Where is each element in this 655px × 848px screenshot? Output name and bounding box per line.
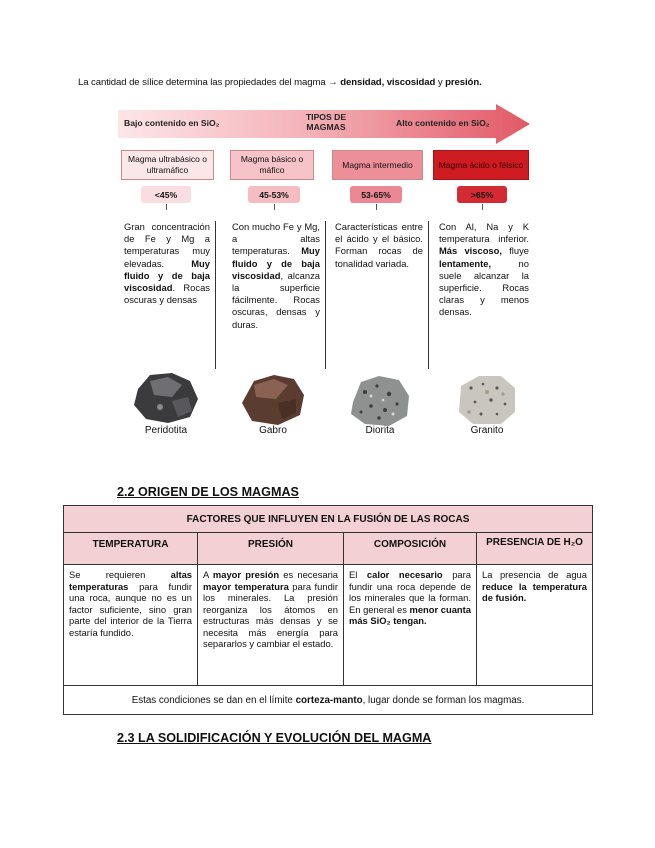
silica-pct-ultrabasic: <45% <box>141 186 191 203</box>
silica-pct-intermediate: 53-65% <box>350 186 402 203</box>
rock-caption-peridotita: Peridotita <box>144 425 188 436</box>
rock-caption-diorita: Diorita <box>365 425 395 436</box>
magma-type-acid: Magma ácido o félsico <box>433 150 529 180</box>
cell-composicion: El calor necesario para fundir una roca depende de los minerales que la forman. En general es menor cuanta más SiO₂ tengan. <box>344 565 477 686</box>
cell-presion: A mayor presión es necesaria mayor temperatura para fundir los minerales. La presión reorganiza los átomos en estructuras más densas y se necesita más energía para separarlos y cambiar el estado. <box>198 565 344 686</box>
table-title: FACTORES QUE INFLUYEN EN LA FUSIÓN DE LAS ROCAS <box>64 506 593 533</box>
cell-temperatura: Se requieren altas temperaturas para fundir una roca, aunque no es un factor suficiente, sino gran parte del interior de la Tierra estaría fundido. <box>64 565 198 686</box>
magma-type-intermediate: Magma intermedio <box>332 150 423 180</box>
arrow-label-center: TIPOS DE MAGMAS <box>305 112 347 132</box>
desc-basic: Con mucho Fe y Mg, a altas temperaturas. Muy fluido y de baja viscosidad, alcanza la superficie fácilmente. Rocas oscuras, densas y duras. <box>232 221 326 369</box>
connector-tick <box>376 204 377 210</box>
connector-tick <box>166 204 167 210</box>
header-presencia-h2o: PRESENCIA DE H₂O <box>477 533 593 565</box>
intro-sentence: La cantidad de sílice determina las propiedades del magma → densidad, viscosidad y presión. <box>78 77 482 88</box>
magma-type-ultrabasic: Magma ultrabásico o ultramáfico <box>121 150 214 180</box>
desc-ultrabasic: Gran concentración de Fe y Mg a temperaturas muy elevadas. Muy fluido y de baja viscosidad. Rocas oscuras y densas <box>124 221 216 369</box>
section-heading-2-2: 2.2 ORIGEN DE LOS MAGMAS <box>117 485 299 499</box>
header-composicion: COMPOSICIÓN <box>344 533 477 565</box>
factors-table <box>63 505 593 715</box>
desc-intermediate: Características entre el ácido y el básico. Forman rocas de tonalidad variada. <box>335 221 429 369</box>
diorita-rock-image <box>349 374 411 428</box>
rock-caption-gabro: Gabro <box>259 425 287 436</box>
rock-caption-granito: Granito <box>470 425 504 436</box>
arrow-label-high: Alto contenido en SiO₂ <box>396 118 490 128</box>
cell-presencia-h2o: La presencia de agua reduce la temperatura de fusión. <box>477 565 593 686</box>
peridotita-rock-image <box>132 371 200 425</box>
connector-tick <box>482 204 483 210</box>
connector-tick <box>274 204 275 210</box>
table-footer-note: Estas condiciones se dan en el límite corteza-manto, lugar donde se forman los magmas. <box>64 686 593 715</box>
silica-pct-acid: >65% <box>457 186 507 203</box>
header-temperatura: TEMPERATURA <box>64 533 198 565</box>
header-presion: PRESIÓN <box>198 533 344 565</box>
arrow-label-low: Bajo contenido en SiO₂ <box>124 118 220 128</box>
magma-type-basic: Magma básico o máfico <box>230 150 314 180</box>
granito-rock-image <box>457 372 517 426</box>
gabro-rock-image <box>240 373 306 427</box>
desc-acid: Con Al, Na y K temperatura inferior. Más viscoso, fluye lentamente, no suele alcanzar la superficie. Rocas claras y menos densas. <box>439 221 529 318</box>
section-heading-2-3: 2.3 LA SOLIDIFICACIÓN Y EVOLUCIÓN DEL MAGMA <box>117 731 432 745</box>
silica-pct-basic: 45-53% <box>248 186 300 203</box>
